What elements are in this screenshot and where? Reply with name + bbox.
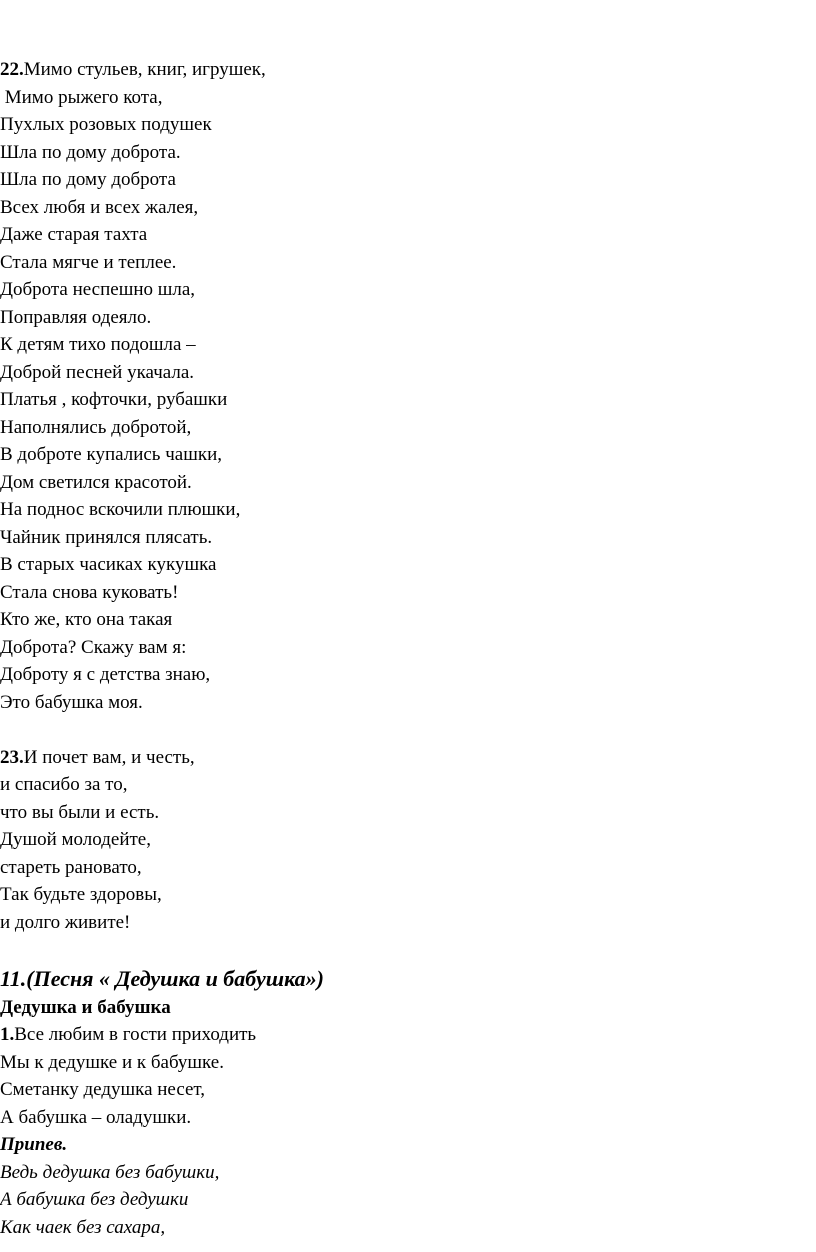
poem-line: Мимо стульев, книг, игрушек, — [23, 59, 266, 80]
poem-line: и долго живите! — [0, 911, 131, 933]
chorus-line: Как чаек без сахара, — [0, 1216, 166, 1238]
poem-line: И почет вам, и честь, — [23, 746, 195, 768]
poem-line: Шла по дому доброта — [0, 169, 176, 190]
poem-line: Даже старая тахта — [0, 224, 148, 245]
poem-line: Наполнялись добротой, — [0, 416, 192, 438]
poem-line: Дом светился красотой. — [0, 471, 192, 493]
verse-line: Сметанку дедушка несет, — [0, 1079, 206, 1100]
poem-line: Доброту я с детства знаю, — [0, 664, 211, 685]
song-title: Дедушка и бабушка — [0, 996, 171, 1018]
poem-line: В доброте купались чашки, — [0, 444, 222, 465]
poem-line: Так будьте здоровы, — [0, 884, 162, 905]
song-heading: 11.(Песня « Дедушка и бабушка») — [0, 965, 324, 991]
poem-23-first-line — [0, 744, 816, 772]
verse-line: А бабушка – оладушки. — [0, 1106, 192, 1128]
poem-line: Доброта неспешно шла, — [0, 279, 196, 300]
poem-line: Всех любя и всех жалея, — [0, 196, 199, 218]
poem-23-number: 23. — [0, 746, 24, 768]
verse-line: Все любим в гости приходить — [14, 1024, 257, 1045]
verse-number: 1. — [0, 1024, 15, 1045]
poem-line: и спасибо за то, — [0, 774, 128, 795]
poem-line: Доброй песней укачала. — [0, 361, 195, 383]
poem-line: На поднос вскочили плюшки, — [0, 499, 241, 520]
blank-line — [0, 936, 816, 964]
poem-line: Душой молодейте, — [0, 829, 151, 850]
poem-line: Это бабушка моя. — [0, 691, 143, 713]
poem-line: К детям тихо подошла – — [0, 334, 196, 355]
chorus-line: Ведь дедушка без бабушки, — [0, 1161, 220, 1183]
poem-line: Кто же, кто она такая — [0, 609, 173, 630]
poem-line: Стала снова куковать! — [0, 581, 179, 603]
poem-line: Шла по дому доброта. — [0, 141, 181, 163]
document-page — [0, 56, 816, 1241]
chorus-line: А бабушка без дедушки — [0, 1189, 189, 1210]
poem-line: Доброта? Скажу вам я: — [0, 636, 187, 658]
poem-line: В старых часиках кукушка — [0, 554, 217, 575]
poem-23 — [0, 744, 816, 937]
verse-line: Мы к дедушке и к бабушке. — [0, 1051, 224, 1073]
poem-22-number: 22. — [0, 59, 24, 80]
poem-line: Платья , кофточки, рубашки — [0, 389, 228, 410]
poem-line: Поправляя одеяло. — [0, 306, 152, 328]
poem-line: Чайник принялся плясать. — [0, 526, 213, 548]
song-section — [0, 964, 816, 1242]
poem-line: Пухлых розовых подушек — [0, 114, 212, 135]
chorus-label: Припев. — [0, 1134, 68, 1155]
poem-22-first-line — [0, 56, 816, 84]
poem-line: Стала мягче и теплее. — [0, 251, 177, 273]
blank-line — [0, 716, 816, 744]
poem-22 — [0, 56, 816, 716]
poem-line: что вы были и есть. — [0, 801, 160, 823]
poem-line: Мимо рыжего кота, — [0, 86, 163, 108]
verse-first-line — [0, 1021, 816, 1049]
poem-line: стареть рановато, — [0, 856, 142, 878]
